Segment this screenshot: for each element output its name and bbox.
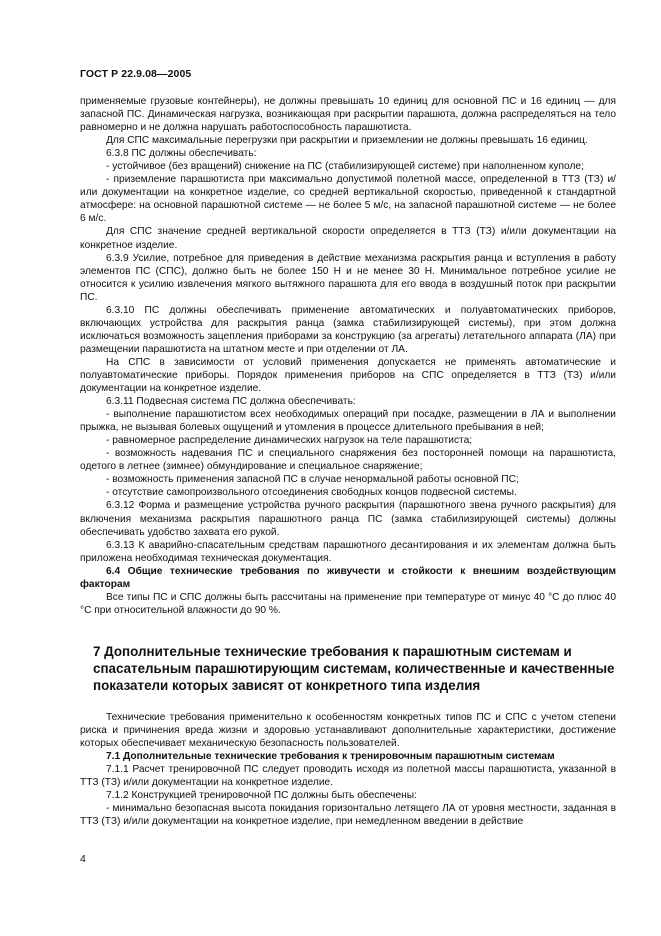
paragraph: - приземление парашютиста при максимально допустимой полетной массе, определенной в ТТЗ (ТЗ) и/или документации на конкретное изделие, со средней вертикальной скоростью, приведенной к стандартной атмосфере: на основной парашютной системе — не более 5 м/с, на запасной парашютной системе — не более 6 м/с. <box>80 174 616 225</box>
document-body <box>80 95 616 828</box>
paragraph: - возможность надевания ПС и специального снаряжения без посторонней помощи на парашютиста, одетого в летнее (зимнее) обмундирование и специальное снаряжение; <box>80 448 616 473</box>
paragraph: 6.3.12 Форма и размещение устройства ручного раскрытия (парашютного звена ручного раскрытия) для включения механизма раскрытия парашютного ранца ПС (замка стабилизирующей системы) должны обеспечивать удобство захвата его рукой. <box>80 500 616 538</box>
paragraph: - минимально безопасная высота покидания горизонтально летящего ЛА от уровня местности, заданная в ТТЗ (ТЗ) и/или документации на конкретное изделие, при немедленном введении в действие <box>80 803 616 828</box>
paragraph: - равномерное распределение динамических нагрузок на теле парашютиста; <box>106 435 473 447</box>
paragraph: Технические требования применительно к особенностям конкретных типов ПС и СПС с учетом степени риска и причинения вреда жизни и здоровью устанавливают дополнительные характеристики, достижение которых обеспечивает механическую безопасность пользователей. <box>80 711 616 749</box>
document-header: ГОСТ Р 22.9.08—2005 <box>80 68 192 80</box>
paragraph: - выполнение парашютистом всех необходимых операций при посадке, размещении в ЛА и выполнении прыжка, не вызывая болевых ощущений и утомления в процессе длительного пребывания в ней; <box>80 409 616 434</box>
paragraph: 6.3.11 Подвесная система ПС должна обеспечивать: <box>106 396 356 408</box>
paragraph: 7.1.2 Конструкцией тренировочной ПС должны быть обеспечены: <box>106 790 417 802</box>
paragraph: - отсутствие самопроизвольного отсоединения свободных концов подвесной системы. <box>106 487 517 499</box>
paragraph: Для СПС значение средней вертикальной скорости определяется в ТТЗ (ТЗ) и/или документации на конкретное изделие. <box>80 226 616 251</box>
paragraph: применяемые грузовые контейнеры), не должны превышать 10 единиц для основной ПС и 16 единиц — для запасной ПС. Динамическая нагрузка, возникающая при раскрытии парашюта, должна распределяться на тело равномерно и не должна нарушать работоспособность парашютиста. <box>80 96 616 134</box>
paragraph: 6.4 Общие технические требования по живучести и стойкости к внешним воздействующим факторам <box>80 565 616 590</box>
paragraph: 7.1.1 Расчет тренировочной ПС следует проводить исходя из полетной массы парашютиста, указанной в ТТЗ (ТЗ) и/или документации на конкретное изделие. <box>80 764 616 789</box>
section-7-paragraphs <box>80 711 616 828</box>
paragraph: 6.3.8 ПС должны обеспечивать: <box>106 148 257 160</box>
paragraph: - возможность применения запасной ПС в случае ненормальной работы основной ПС; <box>106 474 519 486</box>
page-number: 4 <box>80 853 86 865</box>
paragraph: Для СПС максимальные перегрузки при раскрытии и приземлении не должны превышать 16 единиц. <box>106 135 588 147</box>
paragraph: На СПС в зависимости от условий применения допускается не применять автоматические и полуавтоматические приборы. Порядок применения приборов на СПС определяется в ТТЗ (ТЗ) и/или документации на конкретное изделие. <box>80 356 616 395</box>
section-6-paragraphs <box>80 95 616 617</box>
paragraph: 6.3.9 Усилие, потребное для приведения в действие механизма раскрытия ранца и вступления в работу элементов ПС (СПС), должно быть не более 150 Н и не менее 30 Н. Минимальное потребное усилие не относится к усилию извлечения мягкого вытяжного парашюта для его ввода в воздушный поток при раскрытии ПС. <box>80 252 616 303</box>
paragraph: 6.3.10 ПС должны обеспечивать применение автоматических и полуавтоматических приборов, включающих устройства для раскрытия ранца (замка стабилизирующей системы), при этом должна исключаться возможность зацепления приборами за конструкцию (за агрегаты) летательного аппарата (ЛА) при размещении парашютиста на штатном месте и при отделении от ЛА. <box>80 304 616 355</box>
paragraph: Все типы ПС и СПС должны быть рассчитаны на применение при температуре от минус 40 °С до плюс 40 °С при относительной влажности до 90 %. <box>80 591 616 616</box>
paragraph: - устойчивое (без вращений) снижение на ПС (стабилизирующей системе) при наполненном куполе; <box>106 161 584 173</box>
paragraph: 7.1 Дополнительные технические требования к тренировочным парашютным системам <box>106 751 555 763</box>
paragraph: 6.3.13 К аварийно-спасательным средствам парашютного десантирования и их элементам должна быть приложена необходимая техническая документация. <box>80 539 616 564</box>
section-7-heading: 7 Дополнительные технические требования к парашютным системам и спасательным парашютирующим системам, количественные и качественные показатели которых зависят от конкретного типа изделия <box>93 643 615 693</box>
